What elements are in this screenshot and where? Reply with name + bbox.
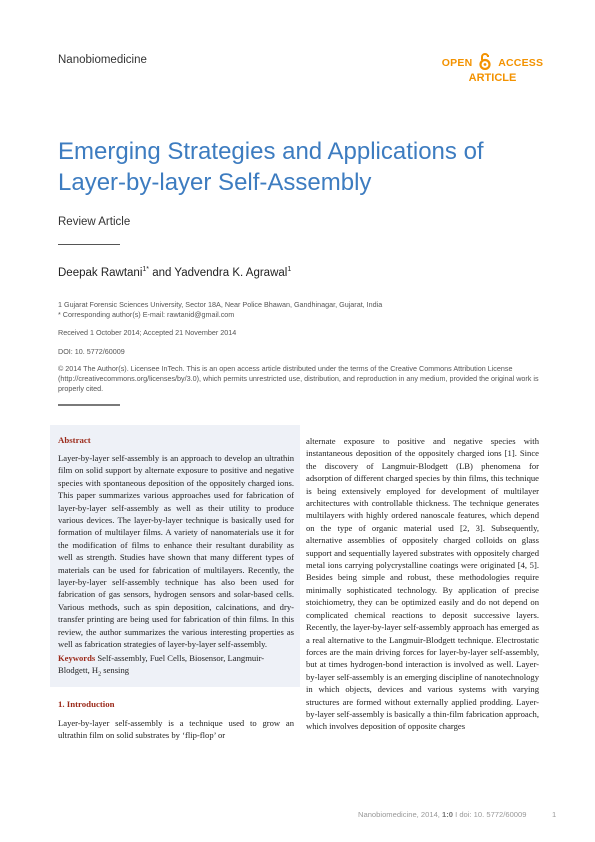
keywords-text: Self-assembly, Fuel Cells, Biosensor, Langmuir-Blodgett, H <box>58 653 265 676</box>
doi: DOI: 10. 5772/60009 <box>58 347 125 356</box>
open-access-badge <box>440 52 545 84</box>
open-access-open-label: OPEN <box>441 57 473 69</box>
license-statement: © 2014 The Author(s). Licensee InTech. This is an open access article distributed under the terms of the Creative Commons Attribution License (http://creativecommons.org/licenses/by/3.0), which permits unrestricted use, distribution, and reproduction in any medium, provided the original work is properly cited. <box>58 364 539 393</box>
author-list <box>58 266 291 279</box>
footer-citation <box>358 810 526 819</box>
author-name: Deepak Rawtani <box>58 266 143 279</box>
keywords-subscript: 2 <box>98 672 102 679</box>
keywords-tail: sensing <box>101 665 130 676</box>
abstract-heading: Abstract <box>58 435 91 445</box>
page-number: 1 <box>552 810 557 819</box>
abstract-text: Layer-by-layer self-assembly is an approach to develop an ultrathin film on solid support by alternate exposure to positive and negative species with spontaneous deposition of the oppositely charged ions. This paper summarizes various approaches used for fabrication of layer-by-layer self-assembly as well as their utility to produce various devices. The layer-by-layer technique is basically used for formation of multilayer films. A variety of nanomaterials use it for the modification of films to enhance their resultant durability as well as strength. Studies have shown that many different types of materials can be used for fabrication of multilayers. Recently, the layer-by-layer self-assembly technique has also been used for fabrication of gas sensors, hydrogen sensors and solar-based cells. Various methods, such as spin deposition, calcinations, and dry-transfer printing are being used for fabrication of thin films. In this review, the author summarizes the various interesting properties as well as fabrication strategies of layer-by-layer self-assembly. <box>58 453 294 650</box>
keywords-label: Keywords <box>58 653 96 663</box>
article-type: Review Article <box>58 216 131 228</box>
keywords <box>58 652 294 682</box>
divider <box>58 404 120 406</box>
affiliation: 1 Gujarat Forensic Sciences University, Sector 18A, Near Police Bhawan, Gandhinagar, Gujarat, India <box>58 300 383 309</box>
open-lock-icon <box>478 52 492 70</box>
divider <box>58 244 120 245</box>
journal-name: Nanobiomedicine <box>58 54 147 66</box>
footer-doi: I doi: 10. 5772/60009 <box>453 810 527 819</box>
article-title: Emerging Strategies and Applications of Layer-by-layer Self-Assembly <box>58 138 484 196</box>
received-accepted-dates: Received 1 October 2014; Accepted 21 November 2014 <box>58 328 237 337</box>
section-heading-introduction: 1. Introduction <box>58 699 115 709</box>
footer-journal: Nanobiomedicine, 2014, <box>358 810 443 819</box>
open-access-article-label: ARTICLE <box>468 72 517 84</box>
open-access-access-label: ACCESS <box>498 57 544 69</box>
author-connector: and <box>149 266 175 279</box>
author-affiliation-marker: 1* <box>142 266 150 273</box>
author-affiliation-marker: 1 <box>287 266 292 273</box>
author-name: Yadvendra K. Agrawal <box>174 266 288 279</box>
body-column-right: alternate exposure to positive and negative species with instantaneous deposition of the oppositely charged ions [1]. Since the discovery of Langmuir-Blodgett (LB) phenomena for adsorption of different charged species by thin films, this technique is being extensively employed for development of multilayer architectures with controllable thickness. The technique generates multilayers with highly ordered nanoscale features, which depend on the type of organic material used [2, 3]. Subsequently, alternative assemblies of oppositely charged colloids on glass support and sequentially layered substrates with oppositely charged metal ions carrying polycrystalline coatings were originated [4, 5]. Besides being simple and robust, these methodologies require minimally sophisticated technology. By application of precise stoichiometry, they can be optimized easily and do not depend on complicated chemical reactions to deposit successive layers. Recently, the layer-by-layer self-assembly approach has emerged as a real alternative to the Langmuir-Blodgett technique. Electrostatic forces are the main driving forces for layer-by-layer self-assembly, but at times hydrogen-bond interaction is involved as well. Layer-by-layer self-assembly is an emerging discipline of nanotechnology in which objects, devices and various systems with varying structures are formed without externally applied prodding. Layer-by-layer self-assembly is basically a thin-film fabrication approach, which involves deposition of opposite charges <box>306 436 539 732</box>
introduction-text: Layer-by-layer self-assembly is a technique used to grow an ultrathin film on solid substrates by ‘flip-flop’ or <box>58 718 294 741</box>
corresponding-author: * Corresponding author(s) E-mail: rawtanid@gmail.com <box>58 310 235 319</box>
footer-volume: 1:0 <box>442 810 453 819</box>
